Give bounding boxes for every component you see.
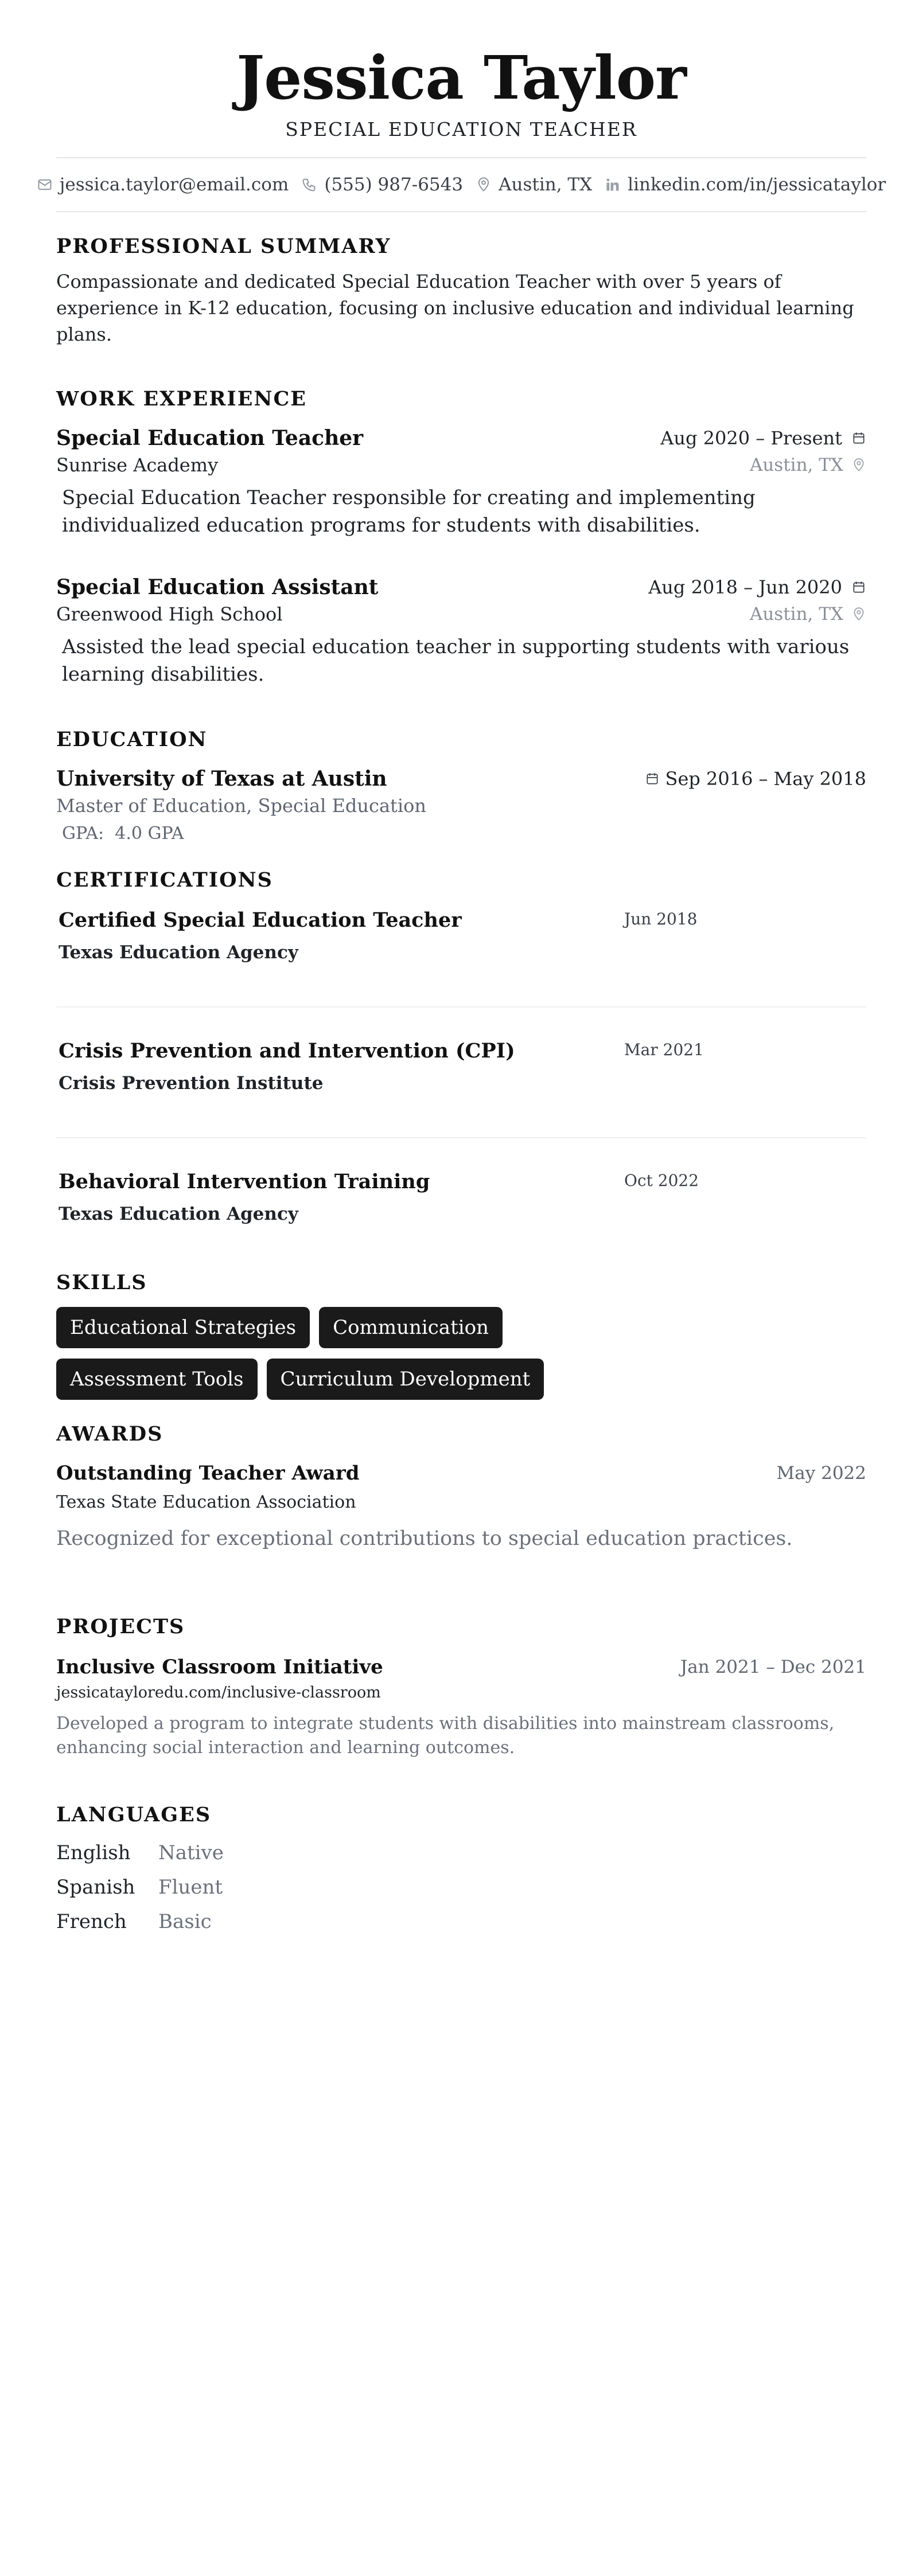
award-date: May 2022: [776, 1463, 866, 1484]
certification-name: Crisis Prevention and Intervention (CPI): [59, 1039, 515, 1063]
project-entry: [56, 1654, 866, 1760]
certifications-list: [56, 908, 866, 1255]
job-description: Assisted the lead special education teacher in supporting students with various learning disabilities.: [62, 635, 850, 686]
contact-linkedin-text: linkedin.com/in/jessicataylor: [628, 174, 886, 195]
certification-issuer: Crisis Prevention Institute: [59, 1073, 324, 1094]
calendar-icon: [645, 771, 660, 786]
job-location: [750, 455, 866, 475]
contact-location-text: Austin, TX: [499, 174, 593, 195]
languages-list: [56, 1836, 866, 1939]
map-pin-icon: [851, 607, 866, 622]
language-item: [56, 1904, 866, 1939]
languages-section: [56, 1802, 866, 1939]
education-heading: EDUCATION: [56, 728, 208, 751]
skills-section: [56, 1270, 866, 1400]
job-dates: [660, 427, 866, 449]
education-gpa: [56, 823, 866, 844]
projects-section: [56, 1614, 866, 1760]
language-level: Basic: [158, 1910, 212, 1933]
language-level: Fluent: [158, 1876, 223, 1899]
certifications-heading: CERTIFICATIONS: [56, 868, 273, 892]
skill-tag: Curriculum Development: [267, 1359, 544, 1400]
job-dates-text: Aug 2018 – Jun 2020: [648, 576, 842, 598]
award-issuer: Texas State Education Association: [56, 1492, 356, 1512]
skill-tag: Communication: [319, 1307, 503, 1348]
contact-location: [476, 174, 592, 195]
summary-text: Compassionate and dedicated Special Education Teacher with over 5 years of experience in K-12 education, focusing on inclusive education and individual learning plans.: [56, 271, 854, 345]
award-name: Outstanding Teacher Award: [56, 1462, 360, 1485]
education-date-separator: –: [758, 768, 768, 790]
certification-name: Behavioral Intervention Training: [59, 1170, 430, 1193]
education-end: May 2018: [773, 768, 866, 790]
skills-list: [56, 1307, 687, 1400]
project-dates: Jan 2021 – Dec 2021: [680, 1657, 866, 1677]
education-entry: [56, 765, 866, 844]
languages-heading: LANGUAGES: [56, 1803, 212, 1826]
certifications-section: [56, 868, 866, 1255]
projects-heading: PROJECTS: [56, 1615, 185, 1638]
job-location-text: Austin, TX: [749, 604, 843, 625]
certification-item: [56, 1169, 866, 1255]
award-description: Recognized for exceptional contributions to special education practices.: [56, 1527, 793, 1550]
award-entry: [56, 1461, 866, 1552]
language-name: Spanish: [56, 1876, 135, 1899]
experience-heading: WORK EXPERIENCE: [56, 387, 307, 411]
job-entry: [56, 424, 866, 539]
skill-tag: Assessment Tools: [56, 1359, 258, 1400]
job-description: Special Education Teacher responsible for creating and implementing individualized education programs for students with disabilities.: [62, 486, 756, 537]
contact-bar: [56, 157, 886, 212]
job-entry: [56, 573, 866, 688]
job-dates-text: Aug 2020 – Present: [660, 427, 842, 449]
awards-section: [56, 1422, 866, 1552]
education-start: Sep 2016: [665, 768, 753, 790]
language-name: English: [56, 1841, 131, 1864]
job-title: Special Education Teacher: [56, 426, 364, 450]
education-dates: [645, 768, 866, 790]
job-company: Greenwood High School: [56, 603, 283, 625]
gpa-label: GPA:: [62, 823, 104, 844]
project-description: Developed a program to integrate students with disabilities into mainstream classrooms, enhancing social interaction and learning outcomes.: [56, 1714, 835, 1758]
job-location-text: Austin, TX: [749, 455, 843, 475]
mail-icon: [37, 177, 53, 193]
divider: [56, 1006, 866, 1008]
education-degree: Master of Education, Special Education: [56, 795, 426, 817]
language-item: [56, 1836, 866, 1870]
job-title: Special Education Assistant: [56, 575, 379, 599]
skill-tag: Educational Strategies: [56, 1307, 310, 1348]
project-name: Inclusive Classroom Initiative: [56, 1656, 383, 1679]
certification-item: [56, 908, 866, 1039]
calendar-icon: [851, 580, 866, 595]
experience-section: [56, 387, 866, 688]
certification-item: [56, 1039, 866, 1169]
job-location: [750, 604, 866, 625]
certification-date: Mar 2021: [624, 1040, 704, 1059]
contact-email-text: jessica.taylor@email.com: [59, 174, 289, 195]
candidate-headline: SPECIAL EDUCATION TEACHER: [285, 118, 637, 140]
gpa-value: 4.0 GPA: [115, 823, 184, 844]
calendar-icon: [851, 431, 866, 446]
education-school: University of Texas at Austin: [56, 767, 387, 791]
linkedin-icon: [605, 177, 621, 193]
language-item: [56, 1870, 866, 1904]
certification-issuer: Texas Education Agency: [59, 942, 298, 963]
skills-heading: SKILLS: [56, 1271, 147, 1294]
certification-date: Oct 2022: [624, 1171, 699, 1190]
contact-phone[interactable]: [301, 174, 463, 195]
job-company: Sunrise Academy: [56, 454, 219, 476]
education-section: [56, 727, 866, 844]
contact-linkedin[interactable]: [605, 174, 886, 195]
map-pin-icon: [851, 458, 866, 473]
certification-name: Certified Special Education Teacher: [59, 908, 462, 932]
project-link[interactable]: jessicatayloredu.com/inclusive-classroom: [56, 1684, 381, 1701]
divider: [56, 1137, 866, 1138]
phone-icon: [301, 177, 317, 193]
language-level: Native: [158, 1841, 224, 1864]
contact-phone-text: (555) 987-6543: [324, 174, 464, 195]
map-pin-icon: [476, 177, 492, 193]
contact-email[interactable]: [37, 174, 289, 195]
job-dates: [648, 576, 866, 598]
candidate-name: Jessica Taylor: [236, 42, 686, 113]
summary-heading: PROFESSIONAL SUMMARY: [56, 235, 391, 258]
language-name: French: [56, 1910, 127, 1933]
summary-section: [56, 234, 866, 348]
resume-content: [56, 0, 886, 1939]
certification-issuer: Texas Education Agency: [59, 1204, 298, 1224]
certification-date: Jun 2018: [624, 910, 698, 928]
awards-heading: AWARDS: [56, 1422, 163, 1446]
